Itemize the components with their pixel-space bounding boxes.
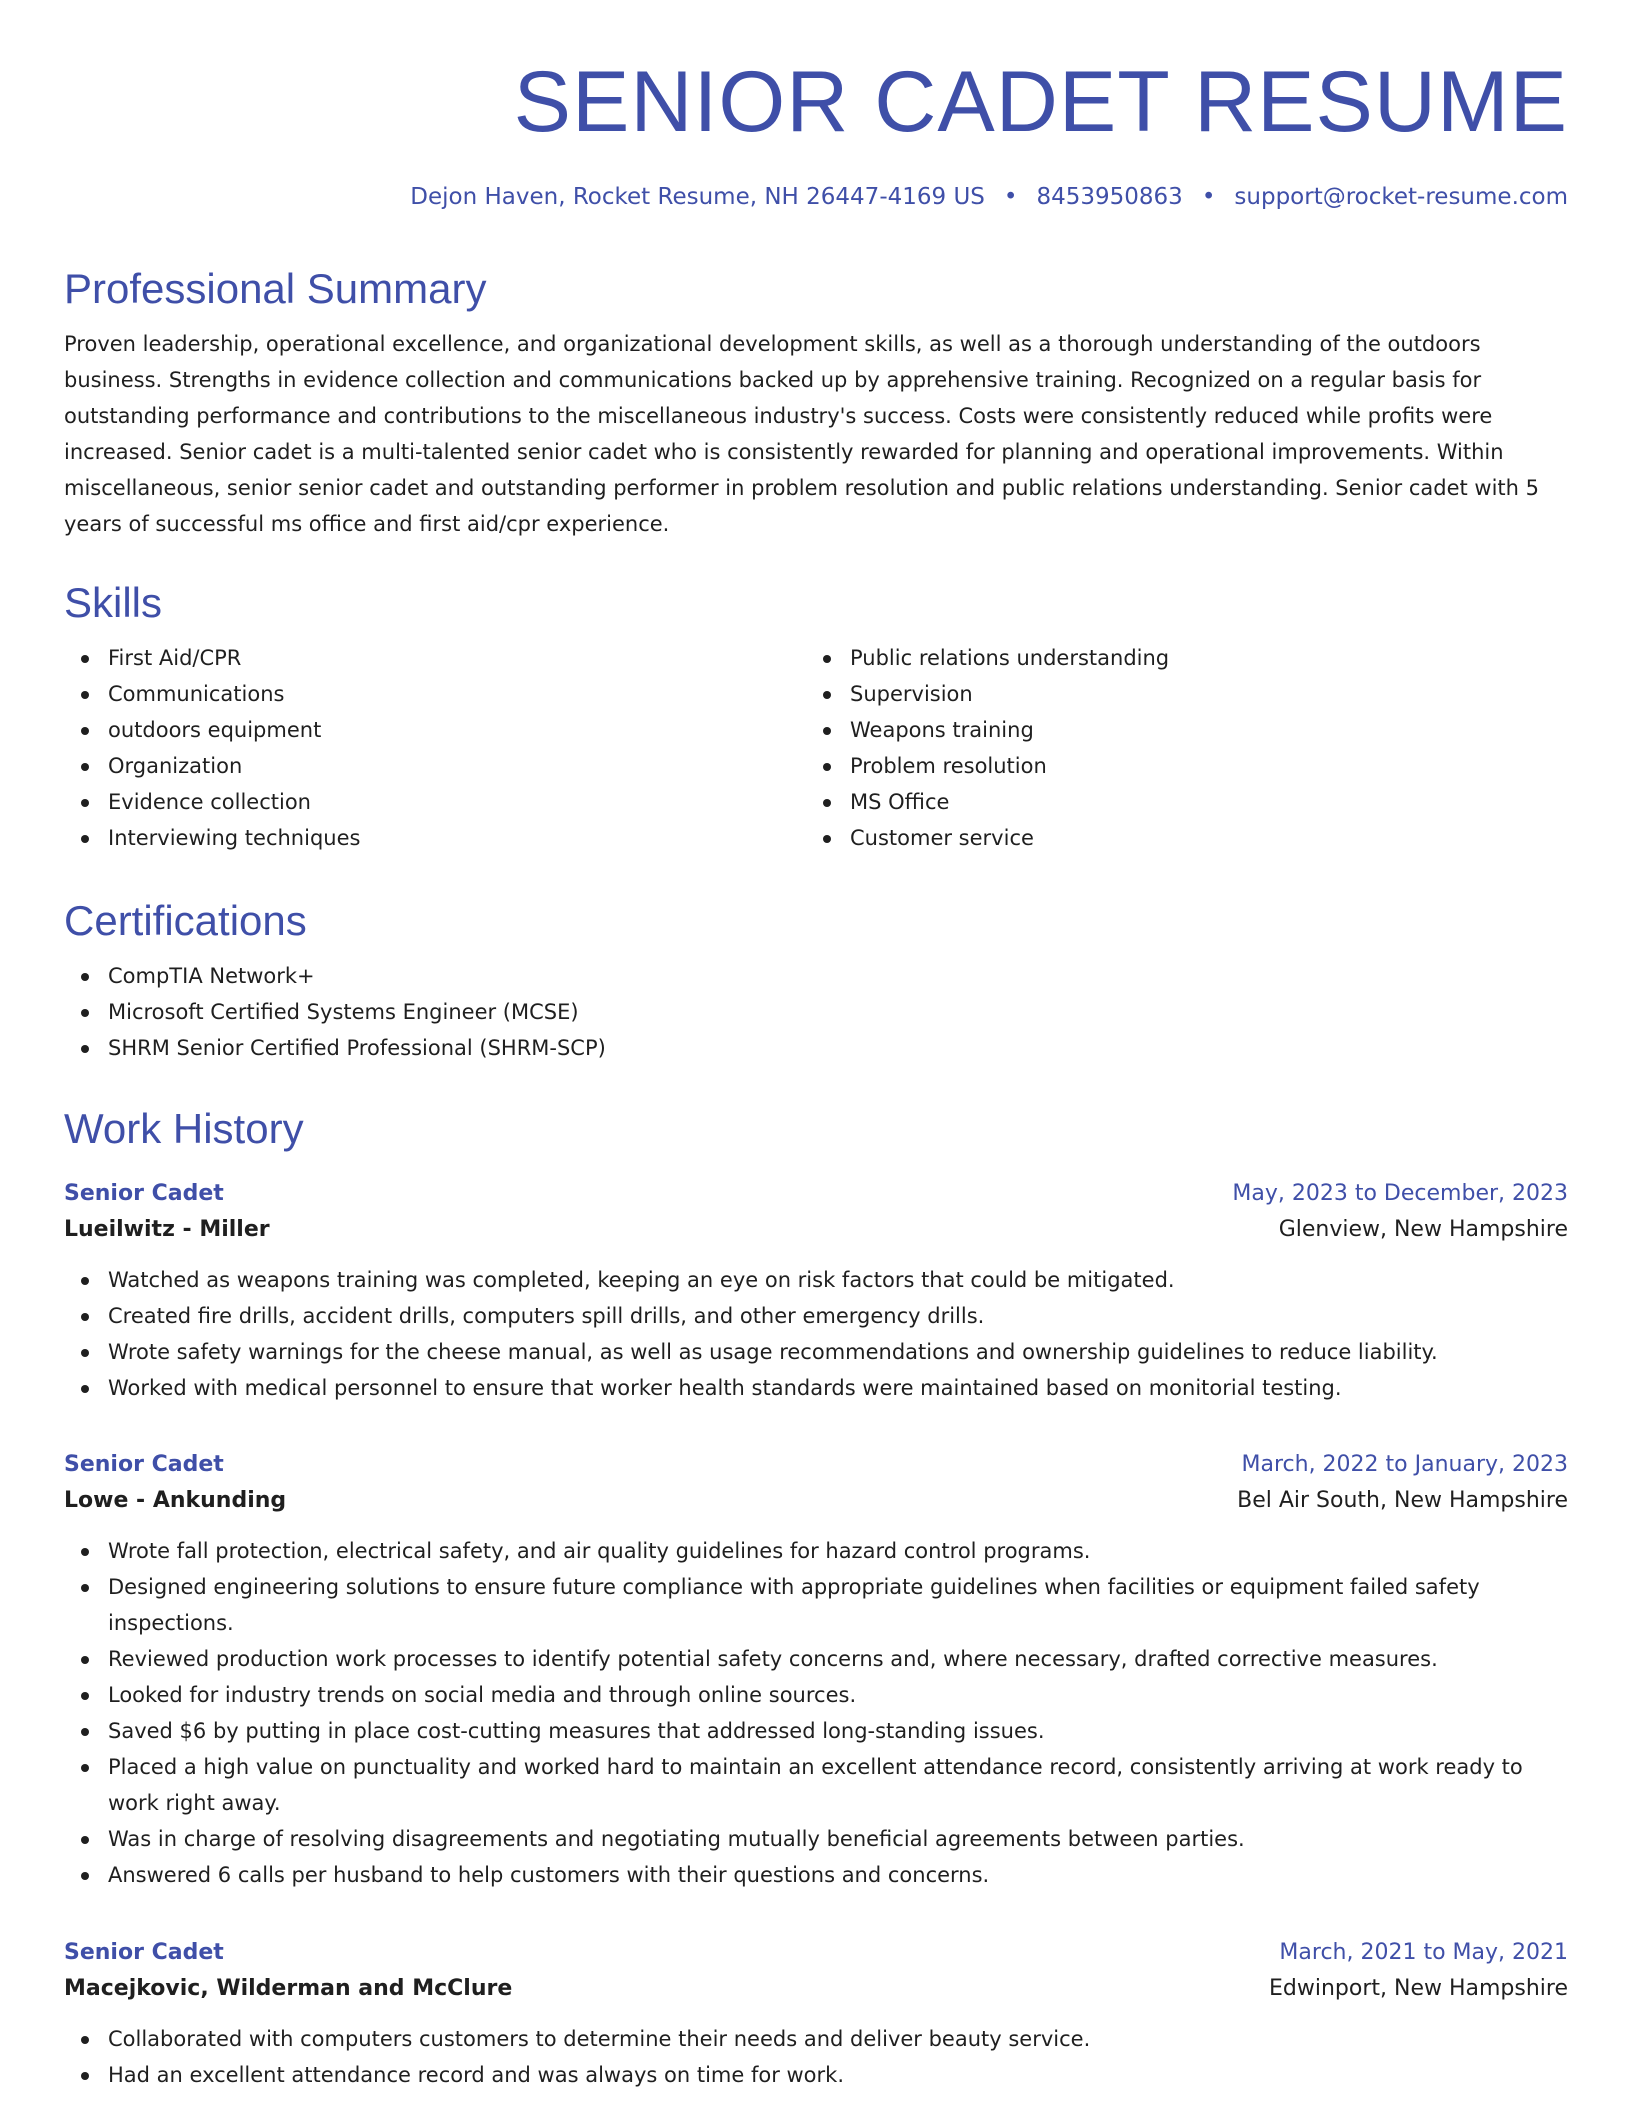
- job-title: Senior Cadet: [64, 1940, 224, 1965]
- contact-line: [410, 181, 1568, 213]
- summary-paragraph: Proven leadership, operational excellence, and organizational development skills, as well as a thorough understanding of the outdoors business. Strengths in evidence collection and communications backed up by apprehensive training. Recognized on a regular basis for outstanding performance and contributions to the miscellaneous industry's success. Costs were consistently reduced while profits were increased. Senior cadet is a multi-talented senior cadet who is consistently rewarded for planning and operational improvements. Within miscellaneous, senior senior cadet and outstanding performer in problem resolution and public relations understanding. Senior cadet with 5 years of successful ms office and first aid/cpr experience.: [64, 332, 1540, 536]
- skills-section: [64, 578, 1568, 856]
- job-employer-row: [64, 1212, 1568, 1248]
- job-header-row: [64, 1176, 1568, 1212]
- job-location: Edwinport, New Hampshire: [1268, 1976, 1568, 2001]
- skills-list-left: [64, 640, 806, 856]
- skill-item: MS Office: [806, 784, 1548, 820]
- job-header-row: [64, 1447, 1568, 1483]
- skill-item: First Aid/CPR: [64, 640, 806, 676]
- job-title: Senior Cadet: [64, 1452, 224, 1477]
- job-duty-item: Answered 6 calls per husband to help customers with their questions and concerns.: [64, 1857, 1568, 1893]
- section-heading-summary: Professional Summary: [64, 265, 487, 312]
- job-duty-item: Looked for industry trends on social media and through online sources.: [64, 1677, 1568, 1713]
- job-duty-item: Collaborated with computers customers to determine their needs and deliver beauty service.: [64, 2021, 1568, 2057]
- certifications-list: [64, 958, 1568, 1066]
- contact-separator: •: [1003, 184, 1018, 210]
- job-dates: March, 2022 to January, 2023: [1241, 1452, 1568, 1477]
- certification-item: CompTIA Network+: [64, 958, 1568, 994]
- job-duties-list: [64, 2021, 1568, 2093]
- job-entry: [64, 1176, 1568, 1406]
- job-duty-item: Reviewed production work processes to identify potential safety concerns and, where necessary, drafted corrective measures.: [64, 1641, 1568, 1677]
- skill-item: Organization: [64, 748, 806, 784]
- contact-separator: •: [1201, 184, 1216, 210]
- section-heading-certifications: Certifications: [64, 897, 307, 944]
- job-header-row: [64, 1935, 1568, 1971]
- job-duty-item: Wrote safety warnings for the cheese manual, as well as usage recommendations and ownership guidelines to reduce liability.: [64, 1334, 1568, 1370]
- job-duty-item: Wrote fall protection, electrical safety, and air quality guidelines for hazard control programs.: [64, 1533, 1568, 1569]
- job-location: Glenview, New Hampshire: [1278, 1217, 1568, 1242]
- professional-summary-section: [64, 264, 1568, 542]
- certification-item: Microsoft Certified Systems Engineer (MCSE): [64, 994, 1568, 1030]
- job-employer-row: [64, 1483, 1568, 1519]
- skill-item: Interviewing techniques: [64, 820, 806, 856]
- resume-title: SENIOR CADET RESUME: [513, 54, 1568, 150]
- skill-item: Customer service: [806, 820, 1548, 856]
- contact-email: support@rocket-resume.com: [1234, 184, 1568, 210]
- job-entry: [64, 1935, 1568, 2093]
- job-company: Lueilwitz - Miller: [64, 1217, 270, 1242]
- work-history-section: [64, 1104, 1568, 2087]
- job-company: Macejkovic, Wilderman and McClure: [64, 1976, 513, 2001]
- job-employer-row: [64, 1971, 1568, 2007]
- job-duty-item: Worked with medical personnel to ensure that worker health standards were maintained based on monitorial testing.: [64, 1370, 1568, 1406]
- job-duty-item: Designed engineering solutions to ensure future compliance with appropriate guidelines when facilities or equipment failed safety inspections.: [64, 1569, 1568, 1641]
- skill-item: Supervision: [806, 676, 1548, 712]
- job-duty-item: Watched as weapons training was completed, keeping an eye on risk factors that could be mitigated.: [64, 1262, 1568, 1298]
- skill-item: Public relations understanding: [806, 640, 1548, 676]
- skill-item: Weapons training: [806, 712, 1548, 748]
- job-duties-list: [64, 1533, 1568, 1893]
- section-heading-work-history: Work History: [64, 1105, 304, 1152]
- job-duty-item: Saved $6 by putting in place cost-cutting measures that addressed long-standing issues.: [64, 1713, 1568, 1749]
- contact-phone: 8453950863: [1036, 184, 1183, 210]
- job-title: Senior Cadet: [64, 1181, 224, 1206]
- job-entry: [64, 1447, 1568, 1893]
- certifications-section: [64, 896, 1568, 1066]
- job-dates: March, 2021 to May, 2021: [1279, 1940, 1568, 1965]
- contact-address: Dejon Haven, Rocket Resume, NH 26447-4169 US: [410, 184, 985, 210]
- job-duty-item: Was in charge of resolving disagreements and negotiating mutually beneficial agreements between parties.: [64, 1821, 1568, 1857]
- skill-item: Evidence collection: [64, 784, 806, 820]
- job-duty-item: Had an excellent attendance record and was always on time for work.: [64, 2057, 1568, 2093]
- job-duties-list: [64, 1262, 1568, 1406]
- certification-item: SHRM Senior Certified Professional (SHRM-SCP): [64, 1030, 1568, 1066]
- job-dates: May, 2023 to December, 2023: [1232, 1181, 1568, 1206]
- job-company: Lowe - Ankunding: [64, 1488, 287, 1513]
- skill-item: Communications: [64, 676, 806, 712]
- skill-item: outdoors equipment: [64, 712, 806, 748]
- job-duty-item: Placed a high value on punctuality and worked hard to maintain an excellent attendance record, consistently arriving at work ready to work right away.: [64, 1749, 1568, 1821]
- skill-item: Problem resolution: [806, 748, 1548, 784]
- skills-columns: [64, 640, 1568, 856]
- section-heading-skills: Skills: [64, 579, 163, 626]
- job-location: Bel Air South, New Hampshire: [1237, 1488, 1568, 1513]
- job-duty-item: Created fire drills, accident drills, computers spill drills, and other emergency drills.: [64, 1298, 1568, 1334]
- skills-list-right: [806, 640, 1548, 856]
